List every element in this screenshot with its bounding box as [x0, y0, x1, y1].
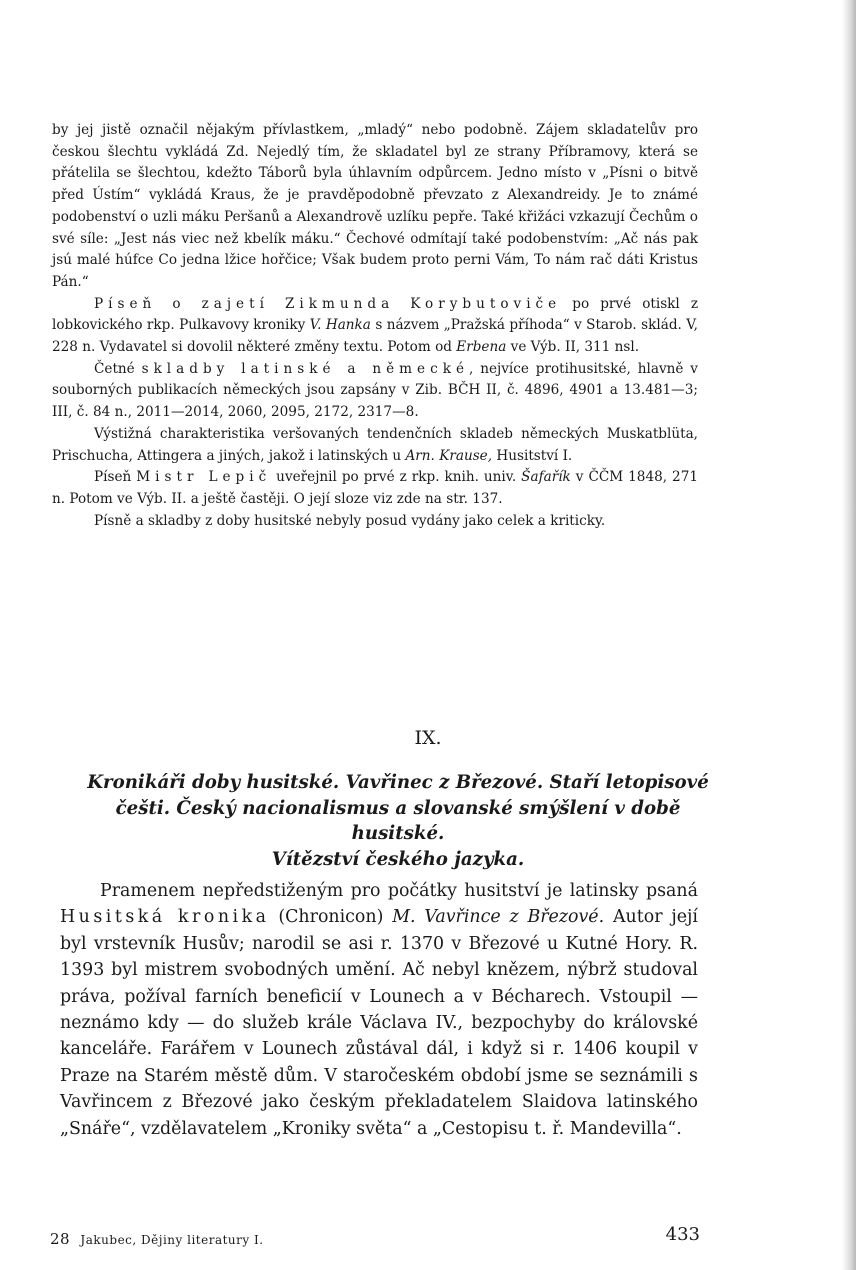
- notes-paragraph: Písně a skladby z doby husitské nebyly posud vydány jako celek a kriticky.: [94, 512, 606, 529]
- spaced-title: Mistr Lepič: [136, 469, 272, 486]
- text-run: Husitství I.: [492, 447, 573, 464]
- chapter-title-line: Kronikáři doby husitské. Vavřinec z Březové. Staří letopisové češti. Český nacionalismus a slovanské smýšlení v době husitské.: [87, 772, 709, 844]
- body-section: [60, 878, 698, 1142]
- text-run: Píseň: [94, 469, 137, 486]
- spaced-title: Husitská kronika: [60, 907, 270, 928]
- author-name: M. Vavřince z Březové.: [392, 907, 605, 928]
- running-title: Jakubec, Dějiny literatury I.: [80, 1233, 264, 1247]
- spaced-title: Píseň o zajetí Zikmunda Korybutoviče: [94, 295, 562, 312]
- spaced-title: skladby latinské a německé: [141, 360, 469, 377]
- page-footer: [40, 1222, 700, 1252]
- author-name: Erbena: [456, 339, 507, 356]
- text-run: uveřejnil po prvé z rkp. knih. univ.: [271, 469, 522, 486]
- notes-paragraph: by jej jistě označil nějakým přívlastkem, „mladý“ nebo podobně. Zájem skladatelův pro českou šlechtu vykládá Zd. Nejedlý tím, že skladatel byl ze strany Příbramovy, která se přátelila se šlechtou, kdežto Táborů byla úhlavním odpůrcem. Jedno místo v „Písni o bitvě před Ústím“ vykládá Kraus, že je pravděpodobně převzato z Alexandreidy. Je to známé podobenství o uzli máku Peršanů a Alexandrově uzlíku pepře. Také křižáci vzkazují Čechům o své síle: „Jest nás viec než kbelík máku.“ Čechové odmítají také podobenstvím: „Ač nás pak jsú malé húfce Co jedna lžice hořčice; Však budem proto perni Vám, To nám rač dáti Kristus Pán.“: [52, 122, 698, 290]
- author-name: Arn. Krause,: [405, 447, 493, 464]
- text-run: Četné: [94, 360, 142, 377]
- notes-paragraph: [52, 467, 698, 510]
- text-run: Autor její byl vrstevník Husův; narodil se asi r. 1370 v Březové u Kutné Hory. R. 1393 byl mistrem svobodných umění. Ač nebyl knězem, nýbrž studoval práva, požíval farních beneficií v Lounech a v Bécharech. Vstoupil — neznámo kdy — do služeb krále Václava IV., bezpochyby do královské kanceláře. Farářem v Lounech zůstával dál, i když si r. 1406 koupil v Praze na Starém městě dům. V staročeském období jsme se seznámili s Vavřincem z Březové jako českým překladatelem Slaidova latinského „Snáře“, vzdělavatelem „Kroniky světa“ a „Cestopisu t. ř. Mandevilla“.: [60, 907, 698, 1139]
- text-run: ve Výb. II, 311 nsl.: [506, 339, 640, 356]
- notes-paragraph: [52, 359, 698, 424]
- chapter-title-line: Vítězství českého jazyka.: [271, 848, 525, 870]
- text-run: po prvé otiskl z lobkovického rkp. Pulkavovy kroniky: [52, 295, 698, 334]
- text-run: s názvem „Pražská příhoda“ v Starob. sklád. V, 228 n. Vydavatel si dovolil některé změny textu. Potom od: [52, 317, 699, 356]
- page-number: 433: [665, 1224, 700, 1245]
- footer-left: [50, 1230, 264, 1248]
- page-gutter-shadow: [842, 0, 856, 1270]
- body-paragraph: [60, 878, 698, 1142]
- text-run: Výstižná charakteristika veršovaných tendenčních skladeb německých Muskatblüta, Prischucha, Attingera a jiných, jakož i latinských u: [52, 425, 698, 464]
- chapter-number: IX.: [414, 727, 442, 749]
- author-name: V. Hanka: [309, 317, 371, 334]
- chapter-title: [86, 770, 710, 872]
- notes-paragraph: [52, 294, 698, 359]
- notes-paragraph: [52, 424, 698, 467]
- text-run: v ČČM 1848, 271 n. Potom ve Výb. II. a ještě častěji. O její sloze viz zde na str. 137.: [52, 469, 698, 507]
- text-run: , nejvíce protihusitské, hlavně v souborných publikacích německých jsou zapsány v Zib. BČH II, č. 4896, 4901 a 13.481—3; III, č. 84 n., 2011—2014, 2060, 2095, 2172, 2317—8.: [52, 360, 698, 421]
- text-run: Pramenem nepředstiženým pro počátky husitství je latinsky psaná: [100, 881, 698, 901]
- author-name: Šafařík: [521, 469, 571, 486]
- signature-mark: 28: [50, 1230, 71, 1248]
- text-run: (Chronicon): [269, 907, 393, 928]
- notes-section: [52, 120, 698, 532]
